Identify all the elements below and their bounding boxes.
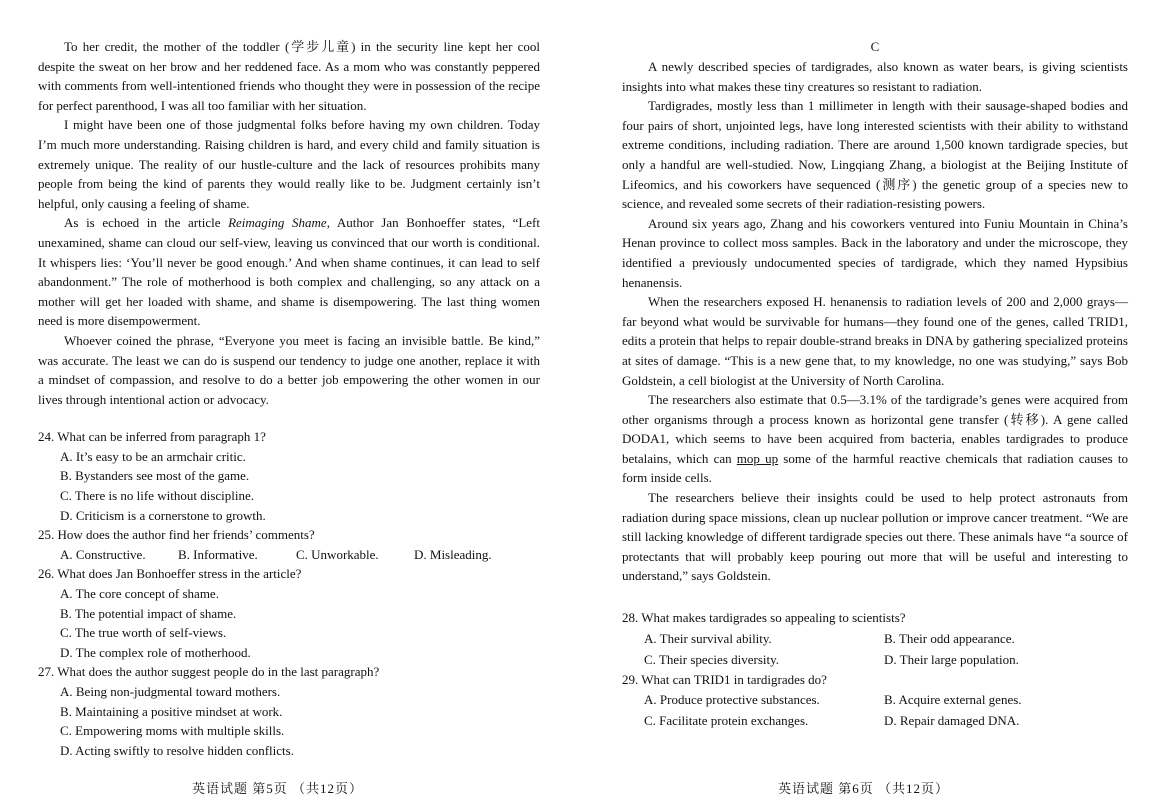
question-24: 24. What can be inferred from paragraph 1? — [38, 429, 266, 445]
paragraph: I might have been one of those judgmental folks before having my own children. Today I’m much more understanding. Raising children is hard, and every child and family situation is extremely unique. The reality of our hustle-culture and the lack of resources prohibits many people from being the kind of parents they would really like to be. Judgment certainly isn’t helpful, only causing a feeling of shame. — [38, 117, 540, 211]
option: B. Bystanders see most of the game. — [60, 468, 250, 484]
option: C. Facilitate protein exchanges. — [644, 713, 809, 729]
left-column — [38, 37, 540, 760]
options-row — [622, 710, 1128, 731]
option: B. Their odd appearance. — [884, 630, 1015, 646]
option: A. Their survival ability. — [644, 630, 772, 646]
question-29: 29. What can TRID1 in tardigrades do? — [622, 671, 827, 687]
option: B. Maintaining a positive mindset at work. — [60, 703, 283, 719]
question-25: 25. How does the author find her friends’ comments? — [38, 527, 315, 543]
option: D. Their large population. — [884, 651, 1019, 667]
option: C. There is no life without discipline. — [60, 488, 255, 504]
text: , Author Jan Bonhoeffer states, “Left unexamined, shame can cloud our self-view, leaving us convinced that our worth is conditional. It whispers lies: ‘You’ll never be good enough.’ And when shame continues, it can lead to self abandonment.” The role of motherhood is both complex and challenging, so any attack on a mother will get her loaded with shame, and shame is disempowering. The last thing women need is more disempowerment. — [38, 215, 540, 329]
option: B. The potential impact of shame. — [60, 605, 237, 621]
text: some of the harmful reactive chemicals that radiation causes to form inside cells. — [622, 450, 1128, 486]
option: A. Being non-judgmental toward mothers. — [60, 684, 281, 699]
options-row — [622, 689, 1128, 710]
paragraph: To her credit, the mother of the toddler (学步儿童) in the security line kept her cool despite the sweat on her brow and her reddened face. As a mom who was constantly peppered with comments from well-intentioned friends who thought they were in possession of the recipe for perfect parenthood, I was all too familiar with her situation. — [38, 39, 540, 113]
section-label: C — [870, 39, 880, 54]
options-row — [622, 628, 1128, 649]
paragraph — [38, 213, 540, 331]
option: D. Acting swiftly to resolve hidden conflicts. — [60, 742, 294, 758]
question-27: 27. What does the author suggest people do in the last paragraph? — [38, 664, 380, 680]
paragraph — [622, 390, 1128, 488]
paragraph: Whoever coined the phrase, “Everyone you meet is facing an invisible battle. Be kind,” was accurate. The least we can do is suspend our tendency to judge one another, replace it with a mindset of compassion, and resolve to do a better job empowering the other women in our lives through intentional action or advocacy. — [38, 332, 540, 407]
option: B. Acquire external genes. — [884, 692, 1022, 708]
text: As is echoed in the article — [64, 215, 229, 231]
option: A. The core concept of shame. — [60, 586, 219, 602]
option: D. Repair damaged DNA. — [884, 713, 1020, 729]
options-row — [622, 649, 1128, 670]
option: A. Constructive. — [60, 546, 146, 562]
option: B. Informative. — [178, 546, 258, 562]
option: D. The complex role of motherhood. — [60, 644, 251, 660]
option: D. Misleading. — [414, 546, 492, 562]
page-footer-right: 英语试题 第6页 （共12页） — [778, 781, 950, 796]
option: A. It’s easy to be an armchair critic. — [60, 448, 246, 464]
paragraph: A newly described species of tardigrades, also known as water bears, is giving scientists insights into what makes these tiny creatures so resistant to radiation. — [622, 59, 1128, 94]
right-column — [622, 37, 1128, 731]
paragraph: Around six years ago, Zhang and his coworkers ventured into Funiu Mountain in China’s Henan province to collect moss samples. Back in the laboratory and under the microscope, they identified a previously undocumented species of tardigrade, which they named Hypsibius henanensis. — [622, 215, 1128, 290]
underlined-phrase: mop up — [736, 450, 779, 466]
option: D. Criticism is a cornerstone to growth. — [60, 507, 266, 523]
questions — [622, 608, 1128, 731]
text: The researchers also estimate that 0.5—3.1% of the tardigrade’s genes were acquired from other organisms through a process known as horizontal gene transfer (转移). A gene called DODA1, which seems to have been acquired from bacteria, enables tardigrades to produce betalains, which can — [622, 392, 1128, 466]
paragraph: Tardigrades, mostly less than 1 millimeter in length with their sausage-shaped bodies and four pairs of short, unjointed legs, have long interested scientists with their ability to withstand extreme conditions, including radiation. There are around 1,500 known tardigrade species, but only a handful are well-studied. Now, Lingqiang Zhang, a biologist at the Beijing Institute of Lifeomics, and his coworkers have sequenced (测序) the genetic group of a species new to science, and revealed some secrets of their radiation-resisting powers. — [622, 98, 1128, 212]
option: C. Empowering moms with multiple skills. — [60, 723, 285, 739]
paragraph: When the researchers exposed H. henanensis to radiation levels of 200 and 2,000 grays—far beyond what would be survivable for humans—they found one of the genes, called TRID1, edits a protein that helps to repair double-strand breaks in DNA by gathering specialized proteins at sites of damage. “This is a new gene that, to my knowledge, no one was studying,” says Bob Goldstein, a cell biologist at the University of North Carolina. — [622, 294, 1128, 388]
option: C. The true worth of self-views. — [60, 625, 227, 641]
article-title: Reimaging Shame — [228, 215, 327, 231]
option: A. Produce protective substances. — [644, 692, 820, 708]
page-footer-left: 英语试题 第5页 （共12页） — [192, 781, 364, 796]
questions — [38, 427, 540, 760]
question-26: 26. What does Jan Bonhoeffer stress in the article? — [38, 566, 302, 582]
option: C. Their species diversity. — [644, 651, 780, 667]
question-28: 28. What makes tardigrades so appealing to scientists? — [622, 610, 906, 626]
paragraph: The researchers believe their insights could be used to help protect astronauts from radiation during space missions, clean up nuclear pollution or improve cancer treatment. “We are still lacking knowledge of different tardigrade species out there. These animals have “a source of protectants that will probably keep pouring out more that will be useful and interesting to understand,” says Goldstein. — [622, 490, 1128, 584]
options-row — [38, 545, 540, 565]
option: C. Unworkable. — [296, 546, 379, 562]
